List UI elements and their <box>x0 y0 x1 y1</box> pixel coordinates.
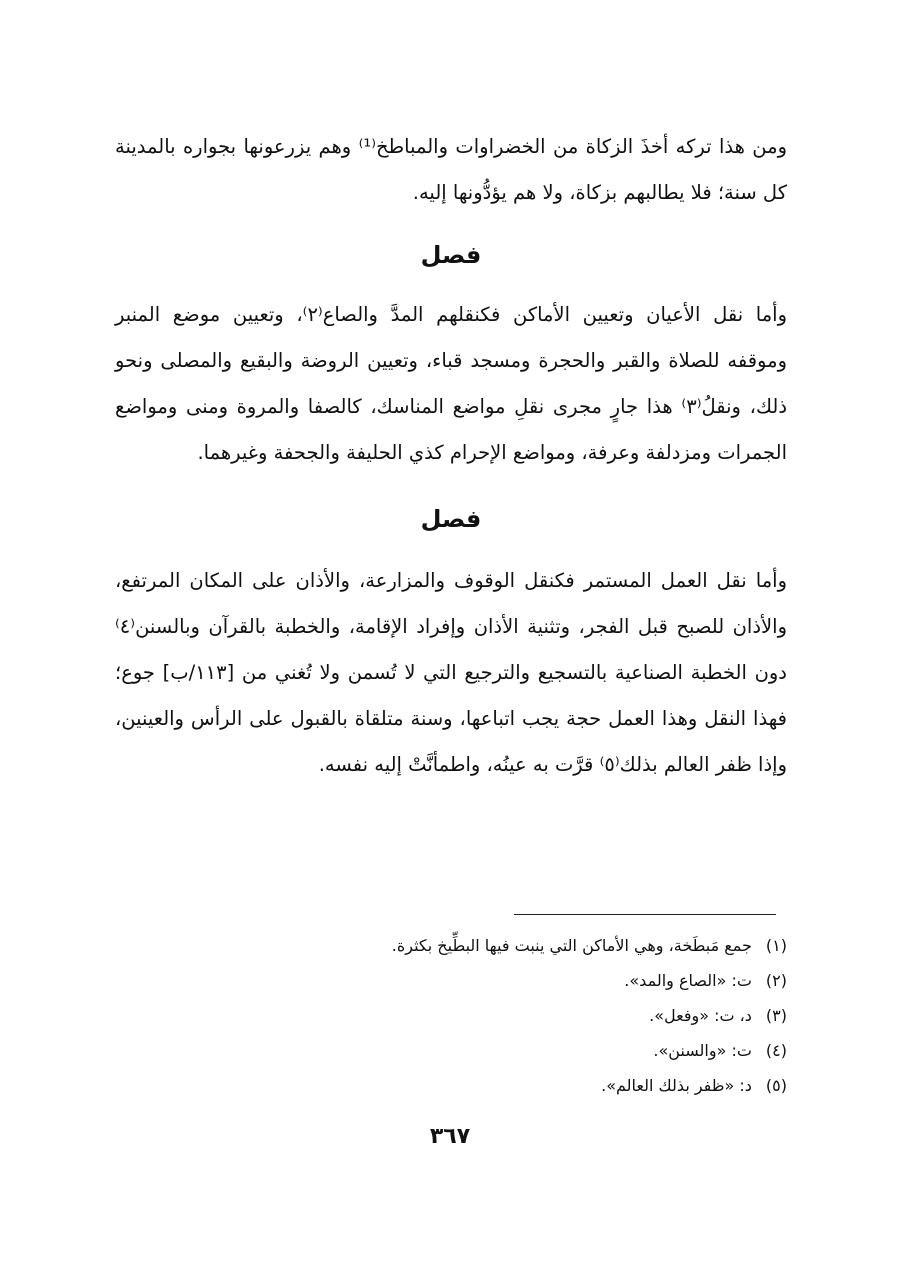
footnote-number: (٣) <box>765 1006 787 1025</box>
footnote-number: (٤) <box>765 1041 787 1060</box>
main-text <box>115 124 787 788</box>
section-1-paragraph: وأما نقل الأعيان وتعيين الأماكن فكنقلهم المدَّ والصاع⁽٢⁾، وتعيين موضع المنبر وموقفه للصلاة والقبر والحجرة ومسجد قباء، وتعيين الروضة والبقيع والمصلى ونحو ذلك، ونقلُ⁽٣⁾ هذا جارٍ مجرى نقلِ مواضع المناسك، كالصفا والمروة ومنى ومواضع الجمرات ومزدلفة وعرفة، ومواضع الإحرام كذي الحليفة والجحفة وغيرهما. <box>115 303 787 464</box>
footnote-divider <box>514 914 776 915</box>
footnote-3 <box>200 998 787 1033</box>
footnote-5 <box>200 1068 787 1103</box>
footnote-number: (١) <box>765 936 787 955</box>
footnotes <box>200 928 787 1103</box>
footnote-number: (٥) <box>765 1076 787 1095</box>
footnote-4 <box>200 1033 787 1068</box>
page-number: ٣٦٧ <box>429 1124 471 1149</box>
intro-paragraph: ومن هذا تركه أخذَ الزكاة من الخضراوات والمباطخ⁽¹⁾ وهم يزرعونها بجواره بالمدينة كل سنة؛ فلا يطالبهم بزكاة، ولا هم يؤدُّونها إليه. <box>115 135 788 204</box>
footnote-text: ت: «والسنن». <box>653 1041 752 1060</box>
footnote-text: د: «ظفر بذلك العالم». <box>601 1076 752 1095</box>
footnote-text: ت: «الصاع والمد». <box>624 971 752 990</box>
section-heading-1: فصل <box>420 241 482 269</box>
section-heading-2: فصل <box>420 505 482 533</box>
footnote-2 <box>200 963 787 998</box>
footnote-number: (٢) <box>765 971 787 990</box>
footnote-1 <box>200 928 787 963</box>
footnote-text: د، ت: «وفعل». <box>649 1006 752 1025</box>
section-2-paragraph: وأما نقل العمل المستمر فكنقل الوقوف والمزارعة، والأذان على المكان المرتفع، والأذان للصبح قبل الفجر، وتثنية الأذان وإفراد الإقامة، والخطبة بالقرآن وبالسنن⁽٤⁾ دون الخطبة الصناعية بالتسجيع والترجيع التي لا تُسمن ولا تُغني من [١١٣/ب] جوع؛ فهذا النقل وهذا العمل حجة يجب اتباعها، وسنة متلقاة بالقبول على الرأس والعينين، وإذا ظفر العالم بذلك⁽٥⁾ قرَّت به عينُه، واطمأنَّتْ إليه نفسه. <box>115 569 787 776</box>
footnote-text: جمع مَبطَخة، وهي الأماكن التي ينبت فيها البطِّيخ بكثرة. <box>391 936 752 955</box>
